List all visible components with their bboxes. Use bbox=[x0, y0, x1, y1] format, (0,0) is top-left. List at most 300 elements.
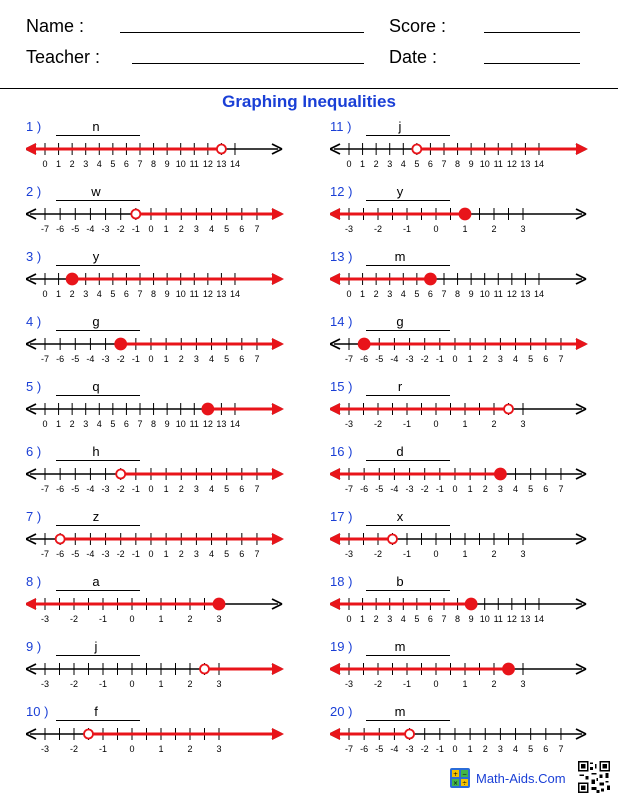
tick-label: 6 bbox=[543, 354, 549, 364]
tick-label: -6 bbox=[56, 549, 65, 559]
calculator-logo-icon bbox=[450, 768, 470, 788]
number-line[interactable] bbox=[330, 655, 618, 691]
problem-variable: g bbox=[396, 314, 404, 329]
tick-label: 4 bbox=[96, 159, 102, 169]
number-line-wrap bbox=[330, 590, 618, 631]
solution-arrowhead-icon bbox=[576, 143, 588, 155]
number-line-wrap bbox=[26, 655, 316, 696]
tick-label: 3 bbox=[216, 679, 222, 689]
number-line[interactable] bbox=[26, 720, 316, 756]
tick-label: 9 bbox=[164, 289, 170, 299]
problem-19 bbox=[330, 639, 600, 699]
tick-label: -5 bbox=[71, 484, 80, 494]
score-field[interactable] bbox=[484, 32, 580, 33]
number-line[interactable] bbox=[330, 525, 618, 561]
solution-arrowhead-icon bbox=[330, 468, 340, 480]
tick-label: 0 bbox=[148, 224, 154, 234]
tick-label: 2 bbox=[373, 289, 379, 299]
tick-label: -3 bbox=[101, 354, 110, 364]
tick-label: -6 bbox=[56, 224, 65, 234]
tick-label: -3 bbox=[405, 744, 414, 754]
tick-label: 0 bbox=[129, 614, 135, 624]
tick-label: 8 bbox=[455, 159, 461, 169]
tick-label: 12 bbox=[506, 159, 517, 169]
tick-label: 11 bbox=[493, 289, 503, 299]
problem-number: 7 ) bbox=[26, 509, 42, 524]
tick-label: 2 bbox=[373, 614, 379, 624]
tick-label: 3 bbox=[83, 419, 89, 429]
solution-arrowhead-icon bbox=[576, 338, 588, 350]
problem-9 bbox=[26, 639, 296, 699]
tick-label: 1 bbox=[467, 744, 473, 754]
number-line[interactable] bbox=[26, 460, 316, 496]
tick-label: 3 bbox=[193, 484, 199, 494]
date-field[interactable] bbox=[484, 63, 580, 64]
tick-label: 0 bbox=[129, 679, 135, 689]
tick-label: -6 bbox=[56, 354, 65, 364]
tick-label: 5 bbox=[224, 549, 230, 559]
tick-label: 5 bbox=[528, 484, 534, 494]
tick-label: 2 bbox=[482, 354, 488, 364]
problem-number: 17 ) bbox=[330, 509, 353, 524]
problem-number: 4 ) bbox=[26, 314, 42, 329]
tick-label: -6 bbox=[56, 484, 65, 494]
open-endpoint bbox=[217, 145, 226, 154]
tick-label: 12 bbox=[202, 159, 213, 169]
tick-label: -5 bbox=[375, 744, 384, 754]
problem-10 bbox=[26, 704, 296, 764]
number-line[interactable] bbox=[330, 330, 618, 366]
tick-label: 4 bbox=[209, 354, 215, 364]
tick-label: 3 bbox=[520, 679, 526, 689]
tick-label: -7 bbox=[344, 354, 354, 364]
number-line-wrap bbox=[26, 525, 316, 566]
tick-label: -4 bbox=[86, 354, 95, 364]
problem-variable: f bbox=[94, 704, 98, 719]
problem-number: 12 ) bbox=[330, 184, 353, 199]
tick-label: -2 bbox=[420, 484, 429, 494]
number-line[interactable] bbox=[330, 720, 618, 756]
tick-label: -5 bbox=[375, 484, 384, 494]
tick-label: 4 bbox=[513, 354, 519, 364]
tick-label: -1 bbox=[435, 484, 444, 494]
problem-number: 8 ) bbox=[26, 574, 42, 589]
number-line[interactable] bbox=[26, 265, 316, 301]
problem-number: 13 ) bbox=[330, 249, 353, 264]
tick-label: 7 bbox=[441, 289, 447, 299]
problem-8 bbox=[26, 574, 296, 634]
tick-label: 9 bbox=[468, 289, 474, 299]
tick-label: -3 bbox=[344, 419, 354, 429]
tick-label: 7 bbox=[137, 419, 143, 429]
tick-label: 6 bbox=[427, 159, 433, 169]
number-line[interactable] bbox=[26, 135, 316, 171]
problem-variable: z bbox=[92, 509, 100, 524]
tick-label: 2 bbox=[491, 549, 497, 559]
tick-label: 6 bbox=[427, 289, 433, 299]
tick-label: -3 bbox=[344, 679, 354, 689]
tick-label: 0 bbox=[452, 484, 458, 494]
tick-label: 2 bbox=[482, 484, 488, 494]
closed-endpoint bbox=[466, 599, 477, 610]
tick-label: 13 bbox=[216, 419, 227, 429]
tick-label: 3 bbox=[497, 484, 503, 494]
tick-label: 10 bbox=[479, 614, 490, 624]
tick-label: 1 bbox=[462, 549, 468, 559]
tick-label: 1 bbox=[163, 484, 169, 494]
name-label: Name : bbox=[26, 16, 85, 36]
tick-label: 1 bbox=[56, 159, 62, 169]
number-line-wrap bbox=[330, 330, 618, 371]
number-line-wrap bbox=[330, 200, 618, 241]
solution-arrowhead-icon bbox=[272, 728, 284, 740]
tick-label: -3 bbox=[101, 224, 110, 234]
tick-label: 3 bbox=[520, 224, 526, 234]
number-line-wrap bbox=[26, 330, 316, 371]
solution-arrowhead-icon bbox=[272, 273, 284, 285]
problem-12 bbox=[330, 184, 600, 244]
number-line[interactable] bbox=[26, 655, 316, 691]
problem-number: 6 ) bbox=[26, 444, 42, 459]
tick-label: 12 bbox=[506, 614, 517, 624]
tick-label: 2 bbox=[373, 159, 379, 169]
tick-label: 4 bbox=[209, 224, 215, 234]
tick-label: 7 bbox=[137, 289, 143, 299]
svg-text:×: × bbox=[452, 780, 459, 787]
tick-label: 4 bbox=[96, 289, 102, 299]
problem-number: 19 ) bbox=[330, 639, 353, 654]
tick-label: 1 bbox=[158, 744, 164, 754]
tick-label: 1 bbox=[467, 484, 473, 494]
problem-number: 10 ) bbox=[26, 704, 49, 719]
tick-label: 5 bbox=[528, 744, 534, 754]
solution-arrowhead-icon bbox=[272, 533, 284, 545]
tick-label: 6 bbox=[239, 549, 245, 559]
number-line[interactable] bbox=[330, 265, 618, 301]
tick-label: 5 bbox=[110, 159, 116, 169]
problem-number: 2 ) bbox=[26, 184, 42, 199]
tick-label: 0 bbox=[346, 159, 352, 169]
tick-label: 1 bbox=[163, 549, 169, 559]
number-line-wrap bbox=[26, 135, 316, 176]
tick-label: 11 bbox=[189, 159, 199, 169]
tick-label: 10 bbox=[175, 159, 186, 169]
tick-label: 2 bbox=[187, 614, 193, 624]
qr-code-icon bbox=[578, 761, 610, 793]
tick-label: 3 bbox=[387, 614, 393, 624]
solution-arrowhead-icon bbox=[272, 403, 284, 415]
problem-number: 15 ) bbox=[330, 379, 353, 394]
problem-variable: q bbox=[92, 379, 100, 394]
problem-variable: y bbox=[92, 249, 100, 264]
tick-label: -2 bbox=[373, 224, 383, 234]
solution-arrowhead-icon bbox=[26, 598, 36, 610]
tick-label: -1 bbox=[435, 354, 444, 364]
tick-label: 8 bbox=[151, 419, 157, 429]
problem-15 bbox=[330, 379, 600, 439]
tick-label: 7 bbox=[254, 224, 260, 234]
tick-label: -3 bbox=[344, 549, 354, 559]
solution-arrowhead-icon bbox=[26, 143, 36, 155]
svg-text:÷: ÷ bbox=[461, 780, 468, 787]
tick-label: 3 bbox=[497, 744, 503, 754]
closed-endpoint bbox=[495, 469, 506, 480]
tick-label: 3 bbox=[520, 419, 526, 429]
open-endpoint bbox=[116, 470, 125, 479]
tick-label: 2 bbox=[187, 744, 193, 754]
tick-label: 7 bbox=[441, 614, 447, 624]
open-endpoint bbox=[388, 535, 397, 544]
problem-number: 1 ) bbox=[26, 119, 42, 134]
number-line-wrap bbox=[330, 265, 618, 306]
tick-label: 2 bbox=[178, 549, 184, 559]
tick-label: 2 bbox=[178, 484, 184, 494]
closed-endpoint bbox=[202, 404, 213, 415]
problem-variable: n bbox=[92, 119, 100, 134]
tick-label: 1 bbox=[158, 614, 164, 624]
problem-number: 16 ) bbox=[330, 444, 353, 459]
tick-label: 5 bbox=[414, 159, 420, 169]
solution-arrowhead-icon bbox=[330, 273, 340, 285]
problem-variable: m bbox=[394, 704, 406, 719]
number-line[interactable] bbox=[330, 395, 618, 431]
tick-label: 11 bbox=[189, 419, 199, 429]
page-title: Graphing Inequalities bbox=[222, 92, 396, 111]
problem-variable: x bbox=[396, 509, 404, 524]
closed-endpoint bbox=[503, 664, 514, 675]
svg-text:−: − bbox=[461, 771, 468, 778]
tick-label: 5 bbox=[110, 289, 116, 299]
problem-3 bbox=[26, 249, 296, 309]
teacher-field[interactable] bbox=[132, 63, 364, 64]
problem-11 bbox=[330, 119, 600, 179]
tick-label: 0 bbox=[148, 549, 154, 559]
tick-label: 3 bbox=[216, 744, 222, 754]
tick-label: -4 bbox=[390, 484, 399, 494]
closed-endpoint bbox=[359, 339, 370, 350]
problem-variable: m bbox=[394, 639, 406, 654]
tick-label: 10 bbox=[479, 159, 490, 169]
tick-label: 10 bbox=[479, 289, 490, 299]
tick-label: 1 bbox=[56, 419, 62, 429]
tick-label: 3 bbox=[193, 224, 199, 234]
tick-label: -2 bbox=[116, 549, 125, 559]
solution-arrowhead-icon bbox=[330, 728, 340, 740]
tick-label: -3 bbox=[405, 484, 414, 494]
tick-label: 0 bbox=[433, 679, 439, 689]
number-line[interactable] bbox=[26, 395, 316, 431]
tick-label: 6 bbox=[427, 614, 433, 624]
tick-label: 1 bbox=[462, 224, 468, 234]
open-endpoint bbox=[405, 730, 414, 739]
teacher-label: Teacher : bbox=[26, 47, 101, 67]
number-line[interactable] bbox=[330, 460, 618, 496]
number-line-wrap bbox=[26, 460, 316, 501]
tick-label: 0 bbox=[346, 614, 352, 624]
closed-endpoint bbox=[67, 274, 78, 285]
tick-label: 10 bbox=[175, 289, 186, 299]
tick-label: 10 bbox=[175, 419, 186, 429]
tick-label: -4 bbox=[390, 744, 399, 754]
name-field[interactable] bbox=[120, 32, 364, 33]
tick-label: 2 bbox=[178, 224, 184, 234]
tick-label: -2 bbox=[69, 614, 79, 624]
tick-label: 12 bbox=[506, 289, 517, 299]
tick-label: 4 bbox=[513, 744, 519, 754]
tick-label: 0 bbox=[129, 744, 135, 754]
open-endpoint bbox=[504, 405, 513, 414]
solution-arrowhead-icon bbox=[272, 208, 284, 220]
tick-label: 14 bbox=[533, 159, 544, 169]
tick-label: 8 bbox=[151, 289, 157, 299]
open-endpoint bbox=[84, 730, 93, 739]
brand-text[interactable]: Math-Aids.Com bbox=[476, 771, 566, 786]
tick-label: 7 bbox=[558, 354, 564, 364]
number-line-wrap bbox=[26, 265, 316, 306]
tick-label: -4 bbox=[86, 224, 95, 234]
number-line[interactable] bbox=[26, 330, 316, 366]
problem-variable: m bbox=[394, 249, 406, 264]
tick-label: 1 bbox=[56, 289, 62, 299]
number-line[interactable] bbox=[330, 590, 618, 626]
problem-number: 9 ) bbox=[26, 639, 42, 654]
tick-label: 1 bbox=[462, 419, 468, 429]
number-line[interactable] bbox=[26, 200, 316, 236]
tick-label: 6 bbox=[543, 484, 549, 494]
tick-label: -2 bbox=[116, 224, 125, 234]
problem-variable: b bbox=[396, 574, 404, 589]
tick-label: 2 bbox=[69, 419, 75, 429]
problem-number: 18 ) bbox=[330, 574, 353, 589]
tick-label: 0 bbox=[148, 354, 154, 364]
tick-label: 3 bbox=[83, 159, 89, 169]
tick-label: 14 bbox=[533, 614, 544, 624]
tick-label: -4 bbox=[390, 354, 399, 364]
tick-label: -1 bbox=[131, 549, 140, 559]
tick-label: -6 bbox=[360, 484, 369, 494]
problem-number: 5 ) bbox=[26, 379, 42, 394]
tick-label: 0 bbox=[42, 289, 48, 299]
number-line[interactable] bbox=[26, 590, 316, 626]
solution-arrowhead-icon bbox=[272, 468, 284, 480]
problem-number: 20 ) bbox=[330, 704, 353, 719]
open-endpoint bbox=[412, 145, 421, 154]
tick-label: -4 bbox=[86, 549, 95, 559]
tick-label: 12 bbox=[202, 419, 213, 429]
tick-label: 13 bbox=[520, 614, 531, 624]
problem-2 bbox=[26, 184, 296, 244]
tick-label: 14 bbox=[229, 419, 240, 429]
tick-label: -6 bbox=[360, 354, 369, 364]
tick-label: -1 bbox=[435, 744, 444, 754]
tick-label: -7 bbox=[40, 484, 50, 494]
tick-label: 13 bbox=[216, 289, 227, 299]
tick-label: 4 bbox=[513, 484, 519, 494]
number-line-wrap bbox=[330, 460, 618, 501]
tick-label: 6 bbox=[123, 159, 129, 169]
number-line-wrap bbox=[26, 395, 316, 436]
tick-label: -5 bbox=[71, 224, 80, 234]
number-line[interactable] bbox=[330, 200, 618, 236]
solution-arrowhead-icon bbox=[330, 598, 340, 610]
tick-label: 13 bbox=[216, 159, 227, 169]
tick-label: 2 bbox=[491, 419, 497, 429]
tick-label: 2 bbox=[491, 679, 497, 689]
tick-label: 6 bbox=[239, 224, 245, 234]
tick-label: 0 bbox=[452, 354, 458, 364]
tick-label: 2 bbox=[178, 354, 184, 364]
number-line[interactable] bbox=[26, 525, 316, 561]
tick-label: 1 bbox=[467, 354, 473, 364]
closed-endpoint bbox=[214, 599, 225, 610]
tick-label: -3 bbox=[405, 354, 414, 364]
tick-label: 0 bbox=[433, 224, 439, 234]
tick-label: -1 bbox=[98, 744, 108, 754]
number-line-wrap bbox=[26, 590, 316, 631]
problem-variable: j bbox=[94, 639, 98, 654]
tick-label: 0 bbox=[42, 419, 48, 429]
open-endpoint bbox=[56, 535, 65, 544]
tick-label: 12 bbox=[202, 289, 213, 299]
number-line-wrap bbox=[330, 135, 618, 176]
closed-endpoint bbox=[460, 209, 471, 220]
tick-label: 2 bbox=[482, 744, 488, 754]
tick-label: -1 bbox=[131, 484, 140, 494]
tick-label: 11 bbox=[493, 159, 503, 169]
problem-20 bbox=[330, 704, 600, 764]
tick-label: 0 bbox=[433, 419, 439, 429]
tick-label: 3 bbox=[387, 289, 393, 299]
tick-label: 14 bbox=[229, 159, 240, 169]
tick-label: 3 bbox=[193, 354, 199, 364]
problem-1 bbox=[26, 119, 296, 179]
tick-label: 13 bbox=[520, 289, 531, 299]
tick-label: 5 bbox=[224, 224, 230, 234]
problem-variable: a bbox=[92, 574, 100, 589]
tick-label: 9 bbox=[468, 614, 474, 624]
problem-7 bbox=[26, 509, 296, 569]
tick-label: -3 bbox=[40, 614, 50, 624]
tick-label: 0 bbox=[452, 744, 458, 754]
tick-label: -2 bbox=[420, 744, 429, 754]
tick-label: 5 bbox=[414, 289, 420, 299]
tick-label: 9 bbox=[468, 159, 474, 169]
problem-13 bbox=[330, 249, 600, 309]
tick-label: -2 bbox=[116, 354, 125, 364]
tick-label: 0 bbox=[346, 289, 352, 299]
tick-label: 3 bbox=[387, 159, 393, 169]
number-line-wrap bbox=[26, 720, 316, 761]
tick-label: -2 bbox=[373, 419, 383, 429]
tick-label: 6 bbox=[123, 419, 129, 429]
tick-label: -7 bbox=[40, 224, 50, 234]
tick-label: -4 bbox=[86, 484, 95, 494]
tick-label: 9 bbox=[164, 159, 170, 169]
tick-label: 14 bbox=[229, 289, 240, 299]
tick-label: 4 bbox=[400, 614, 406, 624]
tick-label: 7 bbox=[558, 744, 564, 754]
tick-label: -5 bbox=[71, 549, 80, 559]
tick-label: -1 bbox=[131, 354, 140, 364]
tick-label: -6 bbox=[360, 744, 369, 754]
tick-label: -1 bbox=[402, 549, 412, 559]
solution-arrowhead-icon bbox=[330, 533, 340, 545]
number-line[interactable] bbox=[330, 135, 618, 171]
tick-label: -5 bbox=[375, 354, 384, 364]
tick-label: 0 bbox=[42, 159, 48, 169]
problem-number: 3 ) bbox=[26, 249, 42, 264]
problem-variable: g bbox=[92, 314, 100, 329]
